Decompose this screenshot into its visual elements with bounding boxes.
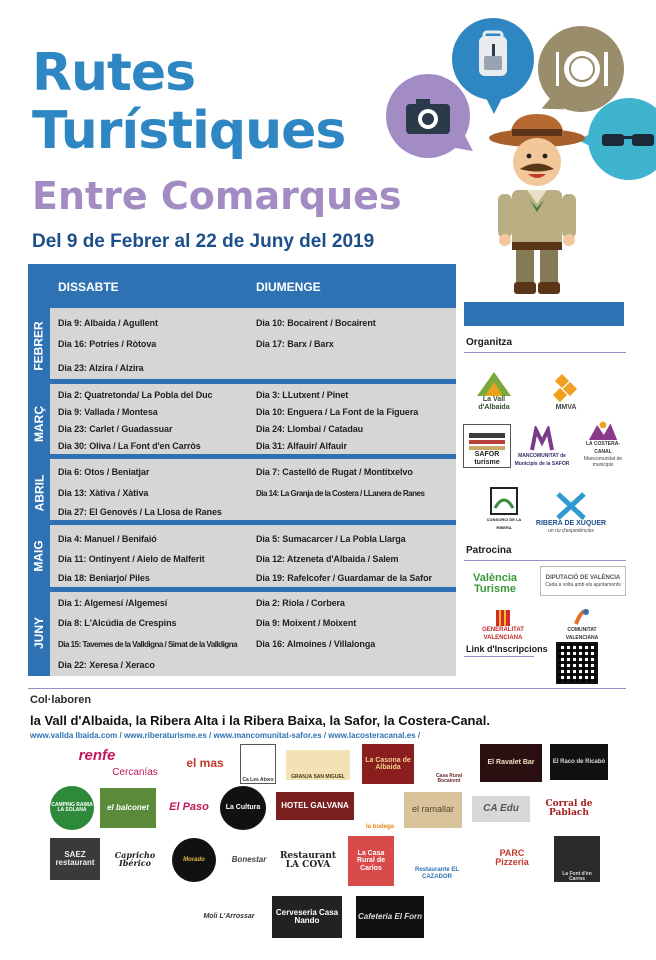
sponsor-logo: GRANJA SAN MIGUEL bbox=[286, 750, 350, 780]
logo-ribera-xuquer: RIBERA DE XÚQUER un riu d'experiències bbox=[532, 484, 610, 534]
sunday-route: Dia 19: Rafelcofer / Guardamar de la Safor bbox=[256, 573, 432, 583]
sponsor-logo: El Ravalet Bar bbox=[480, 744, 542, 782]
month-label: MARÇ bbox=[32, 406, 46, 442]
ribera-logo-mark bbox=[556, 492, 586, 520]
saturday-route: Dia 23: Alzira / Alzira bbox=[58, 363, 144, 373]
logo-mmva: MMVA bbox=[544, 364, 588, 412]
divider bbox=[464, 560, 626, 561]
sponsor-logo: Bonestar bbox=[231, 854, 267, 864]
sunday-route: Dia 2: Riola / Corbera bbox=[256, 598, 345, 608]
sponsor-logo: el ramallar bbox=[404, 792, 462, 828]
website-links[interactable]: www.vallda lbaida.com / www.riberaturisme.es / www.mancomunitat-safor.es / www.lacosteracanal.es / bbox=[30, 731, 421, 740]
sponsor-logo: Casa Rural Bocairent bbox=[435, 772, 463, 784]
sidebar-header-bar bbox=[464, 302, 624, 326]
logo-vall-albaida: La Vall d'Albaida bbox=[468, 362, 520, 412]
divider bbox=[464, 352, 626, 353]
sponsor-logo: el mas bbox=[186, 755, 224, 770]
sunday-route: Dia 7: Castelló de Rugat / Montitxelvo bbox=[256, 467, 413, 477]
sponsor-logo: Capricho Ibérico bbox=[114, 849, 156, 868]
sunday-route: Dia 5: Sumacarcer / La Pobla Llarga bbox=[256, 534, 406, 544]
sponsor-logo: HOTEL GALVANA bbox=[276, 792, 354, 820]
logo-generalitat: GENERALITAT VALENCIANA bbox=[470, 608, 536, 642]
qr-code-icon[interactable] bbox=[556, 642, 598, 684]
saturday-route: Dia 2: Quatretonda/ La Pobla del Duc bbox=[58, 390, 213, 400]
sponsor-logo: PARC Pizzeria bbox=[495, 847, 529, 867]
sunday-route: Dia 17: Barx / Barx bbox=[256, 339, 334, 349]
saturday-route: Dia 4: Manuel / Benifaió bbox=[58, 534, 157, 544]
mmva-logo-mark bbox=[551, 374, 581, 404]
month-label: JUNY bbox=[32, 616, 47, 650]
month-label: FEBRER bbox=[32, 321, 46, 371]
month-label: MAIG bbox=[32, 540, 46, 572]
sponsor-logo: La Casona de Albaida bbox=[362, 744, 414, 784]
table-header bbox=[28, 264, 456, 308]
saturday-route: Dia 9: Vallada / Montesa bbox=[58, 407, 158, 417]
consorci-logo-mark bbox=[489, 486, 519, 516]
sunday-route: Dia 14: La Granja de la Costera / LLanera de Ranes bbox=[256, 489, 425, 498]
logo-consorci-ribera: CONSORCI DE LA RIBERA bbox=[484, 486, 524, 532]
sunday-route: Dia 16: Almoines / Villalonga bbox=[256, 639, 376, 649]
mancomunitat-logo-mark bbox=[530, 426, 554, 452]
row-separator bbox=[28, 587, 456, 592]
vall-albaida-logo-mark bbox=[477, 370, 511, 396]
sponsor-logo: La Font d'en Carros bbox=[554, 836, 600, 882]
row-separator bbox=[28, 379, 456, 384]
date-range: Del 9 de Febrer al 22 de Juny del 2019 bbox=[32, 231, 375, 252]
saturday-route: Dia 27: El Genovés / La Llosa de Ranes bbox=[58, 507, 222, 517]
sunday-route: Dia 12: Atzeneta d'Albaida / Salem bbox=[256, 554, 399, 564]
logo-safor: SAFOR turisme bbox=[463, 424, 511, 468]
logo-mancomunitat-safor: MANCOMUNITAT de Municipis de la SAFOR bbox=[514, 418, 570, 468]
saturday-route: Dia 16: Potries / Ròtova bbox=[58, 339, 157, 349]
sunday-route: Dia 24: Llombai / Catadau bbox=[256, 424, 364, 434]
comunitat-logo-mark bbox=[572, 606, 592, 626]
sponsor-logo: el balconet bbox=[100, 788, 156, 828]
sponsor-logo: La Casa Rural de Carlos bbox=[348, 836, 394, 886]
glasses-bubble bbox=[588, 98, 656, 180]
collaborating-regions: la Vall d'Albaida, la Ribera Alta i la Ribera Baixa, la Safor, la Costera-Canal. bbox=[30, 713, 490, 728]
sunday-route: Dia 31: Alfauir/ Alfauir bbox=[256, 441, 347, 451]
sponsor-logo: El Paso bbox=[169, 801, 209, 814]
month-label: ABRIL bbox=[32, 474, 47, 512]
logo-comunitat-valenciana: COMUNITAT VALENCIANA bbox=[554, 606, 610, 642]
safor-logo-mark bbox=[467, 431, 507, 451]
sponsor-logo: Restaurant LA COVA bbox=[280, 850, 336, 870]
sponsor-logo: El Raco de Ricabó bbox=[550, 744, 608, 780]
saturday-route: Dia 13: Xàtiva / Xàtiva bbox=[58, 488, 149, 498]
row-separator bbox=[28, 454, 456, 459]
inscriptions-label: Link d'Inscripcions bbox=[466, 644, 548, 654]
saturday-route: Dia 8: L'Alcúdia de Crespins bbox=[58, 618, 177, 628]
sponsor-logo: Moli L'Arrossar bbox=[203, 913, 255, 921]
logo-diputacio-valencia: DIPUTACIÓ DE VALÈNCIA Cada a volta amb els ajuntaments bbox=[540, 566, 626, 596]
sponsor-logo: Cercanías bbox=[112, 766, 158, 778]
sunday-header: DIUMENGE bbox=[256, 280, 321, 294]
collaborators-label: Col·laboren bbox=[30, 694, 92, 706]
sunday-route: Dia 10: Enguera / La Font de la Figuera bbox=[256, 407, 419, 417]
explorer-mascot bbox=[484, 112, 590, 298]
sunday-route: Dia 3: LLutxent / Pinet bbox=[256, 390, 349, 400]
sponsor-logo: SAEZ restaurant bbox=[50, 838, 100, 880]
saturday-route: Dia 22: Xeresa / Xeraco bbox=[58, 660, 155, 670]
schedule-table bbox=[28, 264, 456, 676]
sponsor-logo: Corral de Pablach bbox=[545, 798, 593, 818]
divider bbox=[464, 656, 534, 657]
row-separator bbox=[28, 520, 456, 525]
organitza-label: Organitza bbox=[466, 337, 513, 348]
logo-costera-canal: LA COSTERA-CANAL Mancomunitat de municipis bbox=[578, 420, 628, 468]
saturday-route: Dia 9: Albaida / Agullent bbox=[58, 318, 158, 328]
sponsor-logo: Cafeteria El Forn bbox=[356, 896, 424, 938]
sunglasses-icon bbox=[588, 98, 656, 180]
title-line-2: Turístiques bbox=[32, 101, 346, 161]
saturday-header: DISSABTE bbox=[58, 280, 119, 294]
saturday-route: Dia 23: Carlet / Guadassuar bbox=[58, 424, 173, 434]
saturday-route: Dia 6: Otos / Beniatjar bbox=[58, 467, 150, 477]
backpack-icon bbox=[452, 18, 534, 100]
title-line-1: Rutes bbox=[32, 43, 196, 103]
generalitat-logo-mark bbox=[496, 610, 510, 626]
sponsor-logo: Restaurante EL CAZADOR bbox=[414, 867, 459, 880]
saturday-route: Dia 18: Beniarjo/ Piles bbox=[58, 573, 150, 583]
sponsor-logo: renfe bbox=[78, 748, 116, 764]
logo-valencia-turisme: València Turisme bbox=[472, 572, 518, 595]
subtitle: Entre Comarques bbox=[32, 174, 402, 218]
saturday-route: Dia 30: Oliva / La Font d'en Carròs bbox=[58, 441, 201, 451]
sponsor-logo: Morado bbox=[172, 838, 216, 882]
sponsor-logo: CAMPING RAIMA LA SOLANA bbox=[50, 786, 94, 830]
divider bbox=[28, 688, 626, 689]
sponsor-logo: Cerveseria Casa Nando bbox=[272, 896, 342, 938]
sponsor-logo: la bodega bbox=[365, 823, 394, 830]
saturday-route: Dia 11: Ontinyent / Aielo de Malferit bbox=[58, 554, 205, 564]
saturday-route: Dia 1: Algemesí /Algemesí bbox=[58, 598, 168, 608]
backpack-bubble bbox=[452, 18, 534, 100]
sunday-route: Dia 10: Bocairent / Bocairent bbox=[256, 318, 376, 328]
sponsor-logo: Ca Les Atxes bbox=[240, 744, 276, 784]
sunday-route: Dia 9: Moixent / Moixent bbox=[256, 618, 357, 628]
costera-canal-logo-mark bbox=[586, 420, 620, 440]
patrocina-label: Patrocina bbox=[466, 545, 512, 556]
sponsor-logo: CA Edu bbox=[472, 796, 530, 822]
sponsor-logo: La Cultura bbox=[220, 786, 266, 830]
saturday-route: Dia 15: Tavernes de la Valldigna / Simat de la Valldigna bbox=[58, 640, 238, 649]
